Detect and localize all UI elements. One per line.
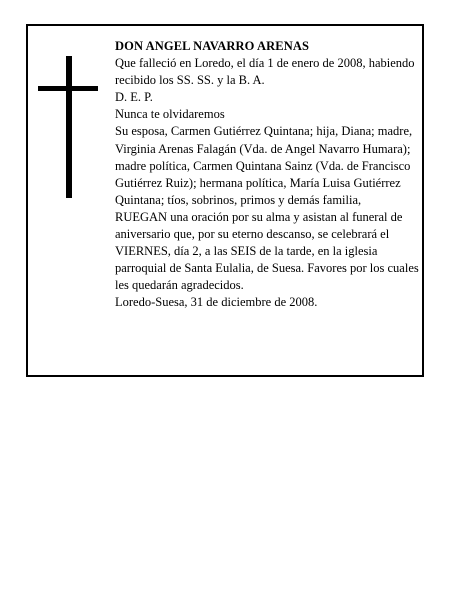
cross-vertical-bar [66, 56, 72, 198]
family-list: Su esposa, Carmen Gutiérrez Quintana; hija, Diana; madre, Virginia Arenas Falagán (Vda. de Angel Navarro Humara); madre política, Carmen Quintana Sainz (Vda. de Francisco Gutiérrez Ruiz); hermana política, María Luisa Gutiérrez Quintana; tíos, sobrinos, primos y demás familia, [115, 124, 413, 207]
obituary-notice [26, 24, 424, 377]
cross-icon [38, 56, 98, 198]
cross-horizontal-bar [38, 86, 98, 91]
funeral-request: RUEGAN una oración por su alma y asistan al funeral de aniversario que, por su eterno descanso, se celebrará el VIERNES, día 2, a las SEIS de la tarde, en la iglesia parroquial de Santa Eulalia, de Suesa. Favores por los cuales les quedarán agradecidos. [115, 209, 419, 293]
remembrance-line: Nunca te olvidaremos [115, 107, 225, 122]
death-info: Que falleció en Loredo, el día 1 de enero de 2008, habiendo recibido los SS. SS. y la B. A. [115, 56, 415, 88]
rest-in-peace: D. E. P. [115, 90, 153, 105]
place-and-date: Loredo-Suesa, 31 de diciembre de 2008. [115, 295, 318, 310]
notice-text-block [115, 38, 421, 312]
deceased-name: DON ANGEL NAVARRO ARENAS [115, 39, 309, 53]
